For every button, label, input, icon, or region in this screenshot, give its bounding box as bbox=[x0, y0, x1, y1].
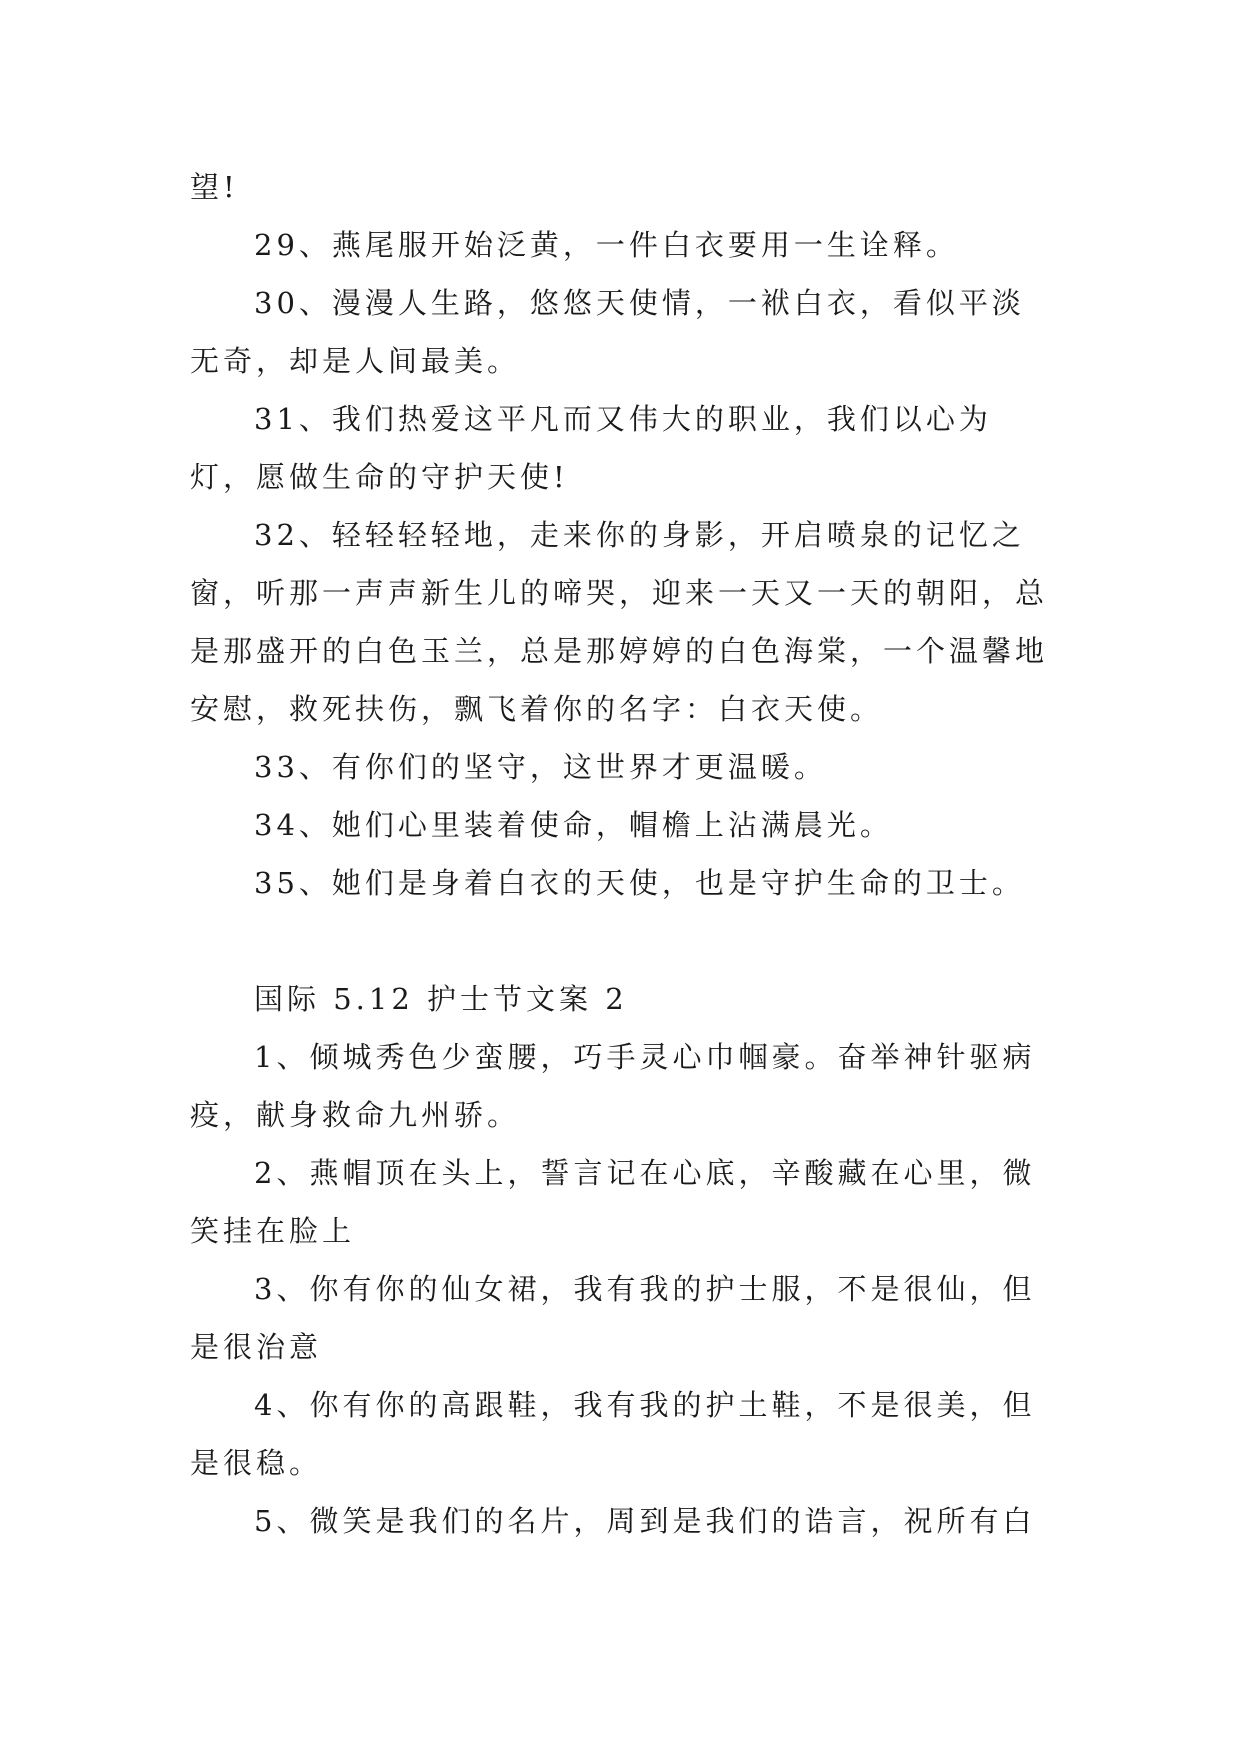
paragraph: 4、你有你的高跟鞋，我有我的护土鞋，不是很美，但是很稳。 bbox=[190, 1388, 1036, 1480]
paragraph: 2、燕帽顶在头上，誓言记在心底，辛酸藏在心里，微笑挂在脸上 bbox=[190, 1156, 1036, 1248]
paragraph: 5、微笑是我们的名片，周到是我们的诰言，祝所有白 bbox=[254, 1504, 1036, 1538]
paragraph: 29、燕尾服开始泛黄，一件白衣要用一生诠释。 bbox=[254, 228, 959, 262]
document-body bbox=[190, 158, 1050, 1550]
paragraph: 30、漫漫人生路，悠悠天使情，一袱白衣，看似平淡无奇，却是人间最美。 bbox=[190, 286, 1025, 378]
paragraph: 31、我们热爱这平凡而又伟大的职业，我们以心为灯，愿做生命的守护天使! bbox=[190, 402, 992, 494]
paragraph: 1、倾城秀色少蛮腰，巧手灵心巾帼豪。奋举神针驱病疫，献身救命九州骄。 bbox=[190, 1040, 1036, 1132]
section-spacer bbox=[190, 912, 1050, 970]
paragraph: 32、轻轻轻轻地，走来你的身影，开启喷泉的记忆之窗，听那一声声新生儿的啼哭，迎来一天又一天的朝阳，总是那盛开的白色玉兰，总是那婷婷的白色海棠，一个温馨地安慰，救死扶伤，飘飞着你的名字：白衣天使。 bbox=[190, 518, 1049, 726]
paragraph: 望! bbox=[190, 170, 239, 204]
paragraph: 33、有你们的坚守，这世界才更温暖。 bbox=[254, 750, 827, 784]
paragraph: 3、你有你的仙女裙，我有我的护士服，不是很仙，但是很治意 bbox=[190, 1272, 1036, 1364]
section-title: 国际 5.12 护士节文案 2 bbox=[254, 982, 628, 1016]
paragraph: 34、她们心里装着使命，帽檐上沾满晨光。 bbox=[254, 808, 893, 842]
paragraph: 35、她们是身着白衣的天使，也是守护生命的卫士。 bbox=[254, 866, 1025, 900]
